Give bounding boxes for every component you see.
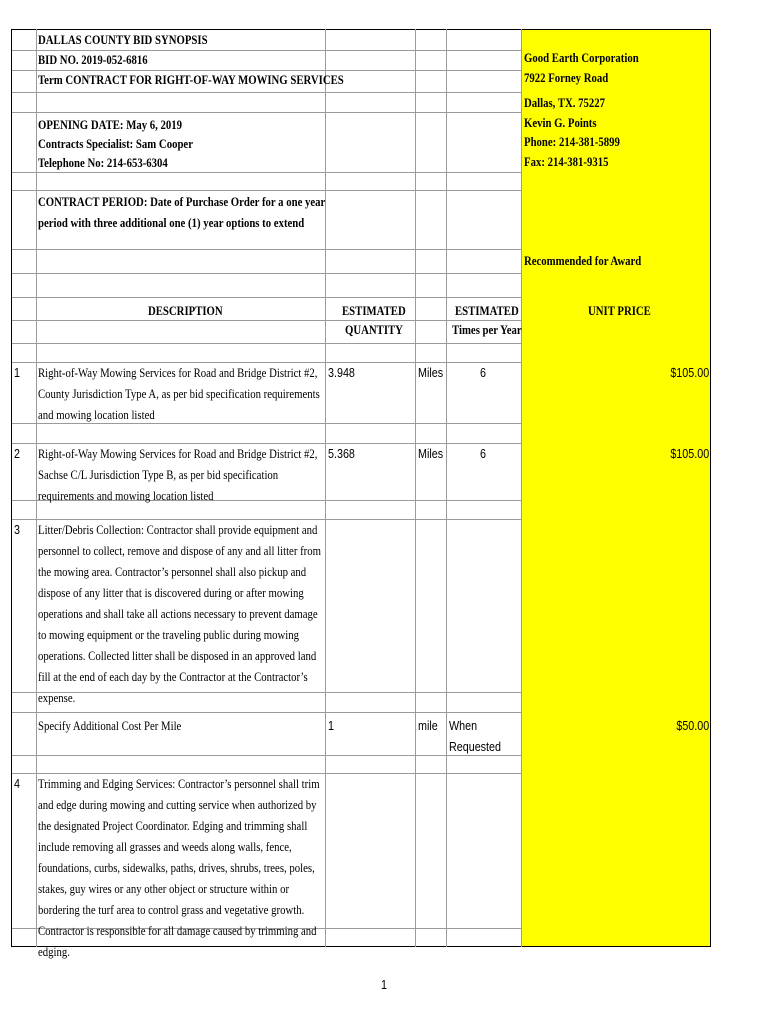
item-times-per-year: 6: [480, 447, 486, 461]
header-bid-number: BID NO. 2019-052-6816: [38, 53, 148, 67]
item-times-line2: Requested: [449, 740, 502, 754]
item-description: Specify Additional Cost Per Mile: [38, 719, 182, 733]
header-contract-title: Term CONTRACT FOR RIGHT-OF-WAY MOWING SERVICES: [38, 73, 344, 87]
vendor-contact: Kevin G. Points: [524, 116, 597, 130]
item-description: Trimming and Edging Services: Contractor’s personnel shall trim and edge during mowing and cutting service when authorized by the designated Project Coordinator. Edging and trimming shall include removing all grasses and weeds along walls, fence, foundations, curbs, sidewalks, paths, drives, shrubs, trees, poles, stakes, guy wires or any other object or structure within or bordering the turf area to control grass and vegetative growth. Contractor is responsible for all damage caused by trimming and edging.: [38, 777, 320, 959]
item-description: Right-of-Way Mowing Services for Road and Bridge District #2, Sachse C/L Jurisdiction Type B, as per bid specification requirements and mowing location listed: [38, 447, 318, 503]
item-number: 4: [14, 777, 20, 791]
item-unit: Miles: [418, 447, 444, 461]
grid-line: [11, 712, 521, 713]
grid-line: [11, 273, 521, 274]
vendor-address2: Dallas, TX. 75227: [524, 96, 606, 110]
column-header-est-times-2: Times per Year: [452, 323, 522, 337]
grid-line: [11, 50, 521, 51]
column-header-description: DESCRIPTION: [148, 304, 223, 318]
contracts-specialist: Contracts Specialist: Sam Cooper: [38, 137, 193, 151]
grid-line: [11, 70, 521, 71]
column-header-est-qty-1: ESTIMATED: [342, 304, 406, 318]
grid-line: [11, 249, 521, 250]
grid-line: [36, 29, 37, 947]
recommendation-label: Recommended for Award: [524, 254, 642, 268]
item-times-line1: When: [449, 719, 478, 733]
item-unit: mile: [418, 719, 438, 733]
item-quantity: 1: [328, 719, 334, 733]
vendor-fax: Fax: 214-381-9315: [524, 155, 609, 169]
item-unit-price: $105.00: [670, 366, 709, 380]
item-unit-price: $50.00: [676, 719, 709, 733]
column-header-est-qty-2: QUANTITY: [345, 323, 403, 337]
grid-line: [11, 755, 521, 756]
grid-line: [11, 190, 521, 191]
item-number: 3: [14, 523, 20, 537]
column-header-est-times-1: ESTIMATED: [455, 304, 519, 318]
item-number: 2: [14, 447, 20, 461]
page-number: 1: [381, 978, 387, 992]
grid-line: [11, 172, 521, 173]
grid-line: [11, 29, 711, 30]
vendor-phone: Phone: 214-381-5899: [524, 135, 620, 149]
grid-line: [11, 92, 521, 93]
grid-line: [11, 320, 521, 321]
opening-date: OPENING DATE: May 6, 2019: [38, 118, 183, 132]
telephone-number: Telephone No: 214-653-6304: [38, 156, 168, 170]
header-county-title: DALLAS COUNTY BID SYNOPSIS: [38, 33, 208, 47]
contract-period-line2: period with three additional one (1) year options to extend: [38, 216, 305, 230]
vendor-address1: 7922 Forney Road: [524, 71, 609, 85]
vendor-name: Good Earth Corporation: [524, 51, 639, 65]
column-header-unit-price: UNIT PRICE: [588, 304, 651, 318]
grid-line: [415, 29, 416, 947]
item-description: Right-of-Way Mowing Services for Road and Bridge District #2, County Jurisdiction Type A, as per bid specification requirements and mowing location listed: [38, 366, 320, 422]
item-quantity: 5.368: [328, 447, 355, 461]
item-unit-price: $105.00: [670, 447, 709, 461]
item-times-per-year: 6: [480, 366, 486, 380]
grid-line: [11, 297, 521, 298]
contract-period-line1: CONTRACT PERIOD: Date of Purchase Order for a one year: [38, 195, 326, 209]
grid-line: [11, 343, 521, 344]
grid-line: [446, 29, 447, 947]
item-description: Litter/Debris Collection: Contractor shall provide equipment and personnel to collect, remove and dispose of any and all litter from the mowing area. Contractor’s personnel shall also pickup and dispose of any litter that is discovered during or after mowing operations and shall take all actions necessary to prevent damage to mowing equipment or the traveling public during mowing operations. Collected litter shall be disposed in an approved land fill at the end of each day by the Contractor at the Contractor’s expense.: [38, 523, 322, 705]
grid-line: [521, 29, 522, 947]
item-unit: Miles: [418, 366, 444, 380]
item-quantity: 3.948: [328, 366, 355, 380]
item-number: 1: [14, 366, 20, 380]
grid-line: [11, 946, 711, 947]
grid-line: [710, 29, 711, 947]
grid-line: [11, 29, 12, 947]
grid-line: [11, 112, 521, 113]
